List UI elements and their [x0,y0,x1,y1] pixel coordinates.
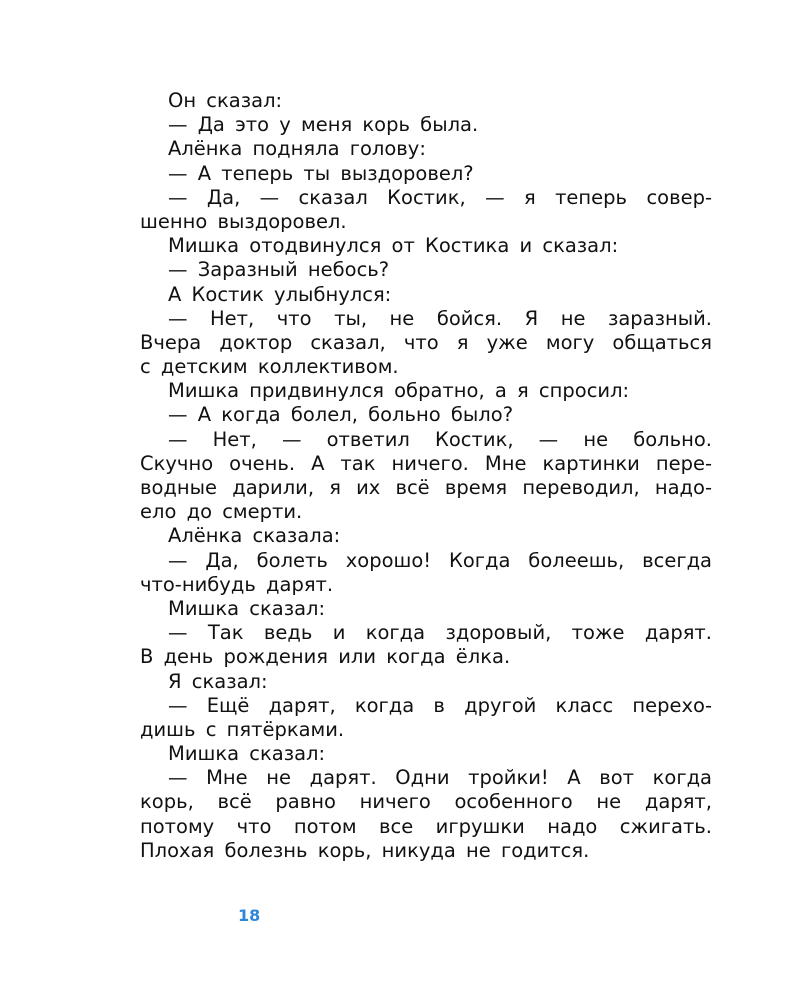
text-line: потому что потом все игрушки надо сжигать. [140,814,712,838]
text-line: Он сказал: [168,89,283,112]
text-line: корь, всё равно ничего особенного не дарят, [140,790,712,814]
text-line: — А когда болел, больно было? [168,403,514,427]
text-line: — Ещё дарят, когда в другой класс перехо- [168,693,712,717]
text-line: Алёнка подняла голову: [168,137,426,161]
text-line: — Заразный небось? [168,258,390,282]
text-line: с детским коллективом. [140,355,399,379]
text-line: Мишка сказал: [168,596,326,620]
text-line: — Да это у меня корь была. [168,113,479,137]
text-line: — Нет, — ответил Костик, — не больно. [168,427,712,451]
text-line: — Нет, что ты, не бойся. Я не заразный. [168,306,712,330]
text-line: В день рождения или когда ёлка. [140,645,511,669]
text-line: Мишка придвинулся обратно, а я спросил: [168,379,630,403]
text-line: Вчера доктор сказал, что я уже могу общаться [140,330,712,354]
page-number: 18 [238,906,261,925]
text-line: Плохая болезнь корь, никуда не годится. [140,838,590,862]
text-line: — А теперь ты выздоровел? [168,161,474,185]
text-line: шенно выздоровел. [140,209,347,233]
text-line: ело до смерти. [140,500,303,524]
text-line: Скучно очень. А так ничего. Мне картинки пере- [140,451,712,475]
text-line: Алёнка сказала: [168,524,341,548]
text-line: — Мне не дарят. Одни тройки! А вот когда [168,766,712,790]
text-line: — Да, болеть хорошо! Когда болеешь, всегда [168,548,712,572]
text-line: — Да, — сказал Костик, — я теперь совер- [168,185,712,209]
text-line: А Костик улыбнулся: [168,282,392,306]
text-line: Мишка отодвинулся от Костика и сказал: [168,234,619,258]
text-line: Мишка сказал: [168,742,326,766]
book-page-text [140,89,712,863]
text-line: водные дарили, я их всё время переводил, надо- [140,476,712,499]
text-line: дишь с пятёрками. [140,717,345,741]
text-line: что-нибудь дарят. [140,572,334,596]
text-line: — Так ведь и когда здоровый, тоже дарят. [168,621,712,645]
text-line: Я сказал: [168,669,268,693]
